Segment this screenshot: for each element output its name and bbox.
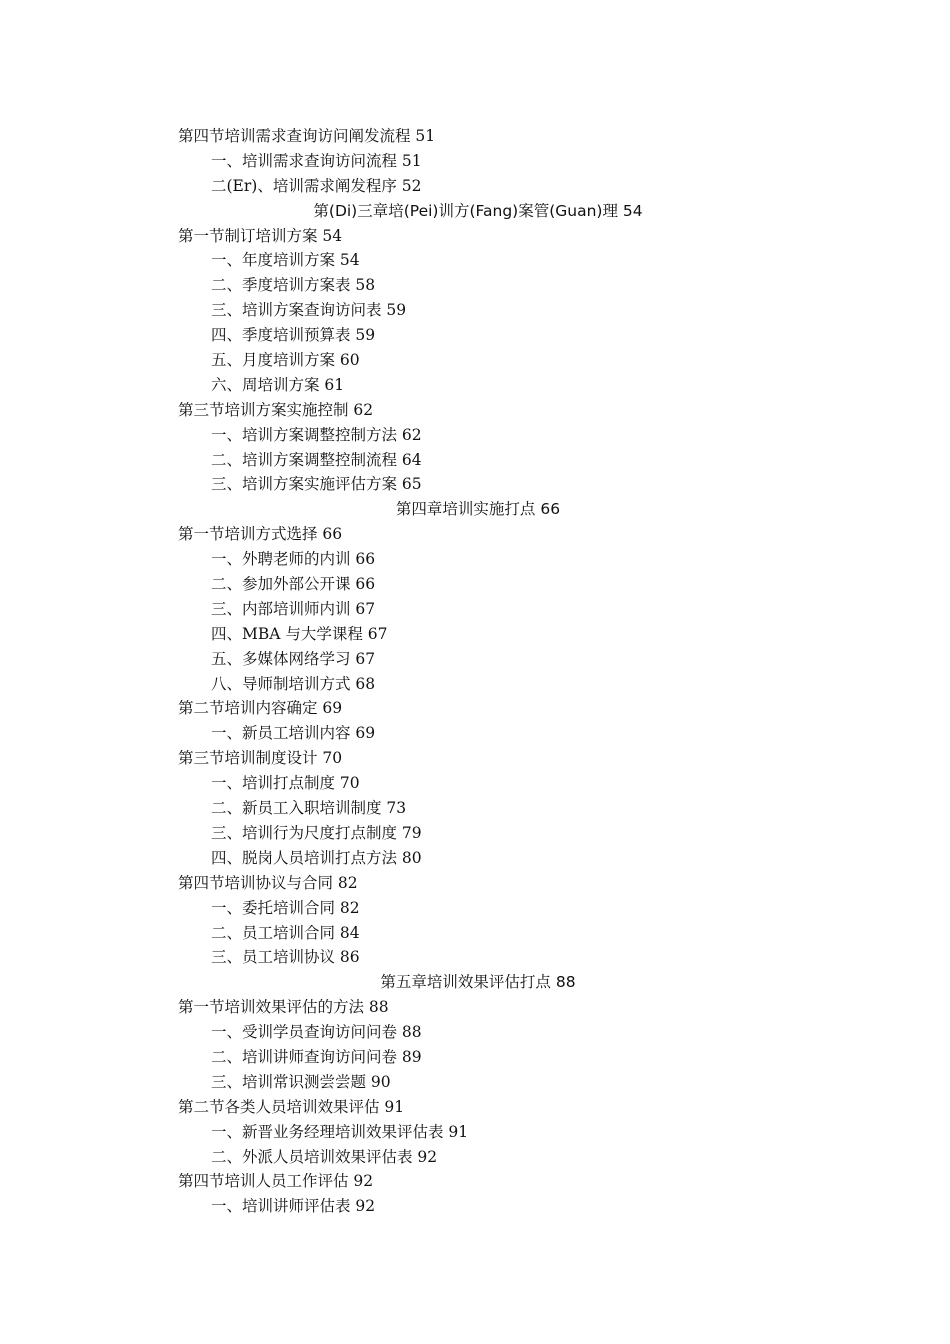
- toc-item: 三、培训常识测尝尝题 90: [211, 1072, 391, 1091]
- toc-section: 第一节培训方式选择 66: [178, 525, 343, 544]
- toc-item: 一、培训方案调整控制方法 62: [211, 425, 422, 444]
- toc-chapter: 第(Di)三章培(Pei)训方(Fang)案管(Guan)理 54: [313, 201, 643, 220]
- toc-item: 三、培训方案实施评估方案 65: [211, 475, 422, 494]
- toc-section: 第四节培训协议与合同 82: [178, 873, 358, 892]
- toc-item: 八、导师制培训方式 68: [211, 674, 376, 693]
- toc-item: 四、季度培训预算表 59: [211, 326, 376, 345]
- toc-section: 第四节培训人员工作评估 92: [178, 1172, 374, 1191]
- toc-item: 五、月度培训方案 60: [211, 351, 360, 370]
- toc-item: 三、内部培训师内训 67: [211, 599, 376, 618]
- toc-item: 一、受训学员查询访问问卷 88: [211, 1023, 422, 1042]
- toc-item: 一、外聘老师的内训 66: [211, 550, 376, 569]
- toc-item: 三、员工培训协议 86: [211, 948, 360, 967]
- toc-item: 二、外派人员培训效果评估表 92: [211, 1147, 438, 1166]
- toc-chapter: 第四章培训实施打点 66: [395, 500, 561, 519]
- toc-item: 二、参加外部公开课 66: [211, 575, 376, 594]
- toc-item: 二、季度培训方案表 58: [211, 276, 376, 295]
- toc-item: 一、新晋业务经理培训效果评估表 91: [211, 1122, 469, 1141]
- toc-chapter: 第五章培训效果评估打点 88: [380, 973, 576, 992]
- toc-section: 第二节各类人员培训效果评估 91: [178, 1097, 405, 1116]
- toc-item: 一、委托培训合同 82: [211, 898, 360, 917]
- toc-item: 一、培训打点制度 70: [211, 774, 360, 793]
- toc-item: 四、MBA 与大学课程 67: [211, 624, 388, 643]
- toc-item: 三、培训行为尺度打点制度 79: [211, 823, 422, 842]
- toc-item: 二、员工培训合同 84: [211, 923, 360, 942]
- toc-item: 六、周培训方案 61: [211, 375, 345, 394]
- toc-item: 五、多媒体网络学习 67: [211, 649, 376, 668]
- toc-section: 第三节培训方案实施控制 62: [178, 400, 374, 419]
- toc-item: 一、培训讲师评估表 92: [211, 1197, 376, 1216]
- toc-item: 二、培训讲师查询访问问卷 89: [211, 1047, 422, 1066]
- toc-item: 一、培训需求查询访问流程 51: [211, 151, 422, 170]
- toc-item: 一、年度培训方案 54: [211, 251, 360, 270]
- toc-section: 第一节培训效果评估的方法 88: [178, 998, 389, 1017]
- toc-item: 二、新员工入职培训制度 73: [211, 799, 407, 818]
- toc-section: 第三节培训制度设计 70: [178, 749, 343, 768]
- toc-section: 第一节制订培训方案 54: [178, 226, 343, 245]
- toc-section: 第四节培训需求查询访问阐发流程 51: [178, 127, 436, 145]
- toc-item: 四、脱岗人员培训打点方法 80: [211, 848, 422, 867]
- toc-section: 第二节培训内容确定 69: [178, 699, 343, 718]
- toc-item: 一、新员工培训内容 69: [211, 724, 376, 743]
- toc-item: 三、培训方案查询访问表 59: [211, 301, 407, 320]
- toc-item: 二(Er)、培训需求阐发程序 52: [211, 176, 422, 195]
- table-of-contents: [178, 124, 778, 1219]
- toc-item: 二、培训方案调整控制流程 64: [211, 450, 422, 469]
